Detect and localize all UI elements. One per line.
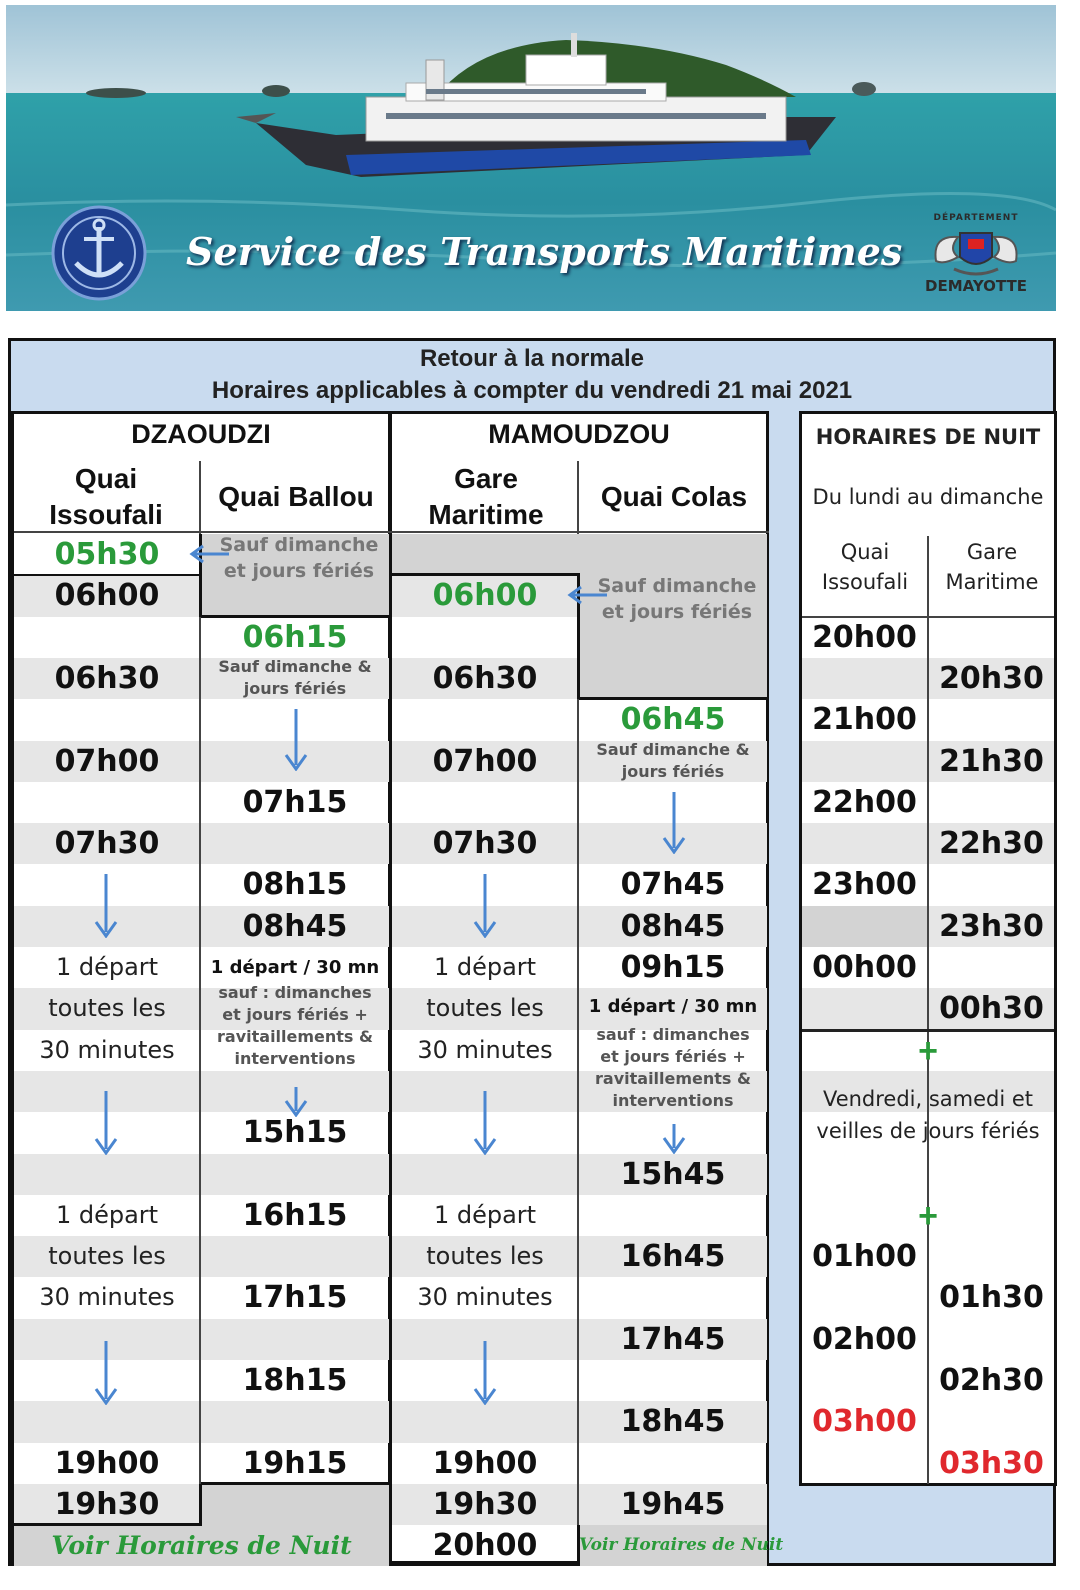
row-stripe [201,823,389,864]
time-08h45: 08h45 [242,908,348,944]
time-18h15: 18h15 [242,1363,348,1398]
night-time: 22h00 [812,784,917,820]
row-stripe [201,1401,389,1442]
time-20h00: 20h00 [432,1528,538,1564]
frequency-text: 1 départ [433,1200,537,1229]
time-19h30: 19h30 [432,1486,538,1522]
night-extra-time: 03h00 [812,1404,917,1440]
mamoudzou-title: MAMOUDZOU [488,419,670,449]
see-night-schedule-link[interactable]: Voir Horaires de Nuit [51,1531,352,1561]
closed-note-small: Sauf dimanche & jours fériés [596,739,750,781]
time-06h15: 06h15 [242,619,348,655]
border-line [579,697,767,700]
frequency-text: toutes les [48,1242,166,1271]
header-divider [14,531,769,533]
night-extra-time: 01h00 [812,1239,917,1275]
time-19h00: 19h00 [54,1445,160,1481]
dzaoudzi-title: DZAOUDZI [131,419,271,449]
department-label: DÉPARTEMENT [933,213,1019,223]
time-16h45: 16h45 [620,1239,726,1275]
frequency-title: 1 départ / 30 mn [210,957,380,978]
time-07h15: 07h15 [242,784,348,820]
time-07h30: 07h30 [432,826,538,862]
time-06h00: 06h00 [432,578,538,614]
issoufali-first-border [14,574,200,576]
closed-note-small: Sauf dimanche & jours fériés [218,656,372,698]
night-extra-time: 03h30 [939,1445,1044,1481]
time-07h30: 07h30 [54,826,160,862]
night-empty-cell [802,906,927,947]
header-line-2: Horaires applicables à compter du vendredi 21 mai 2021 [211,377,853,404]
night-time: 20h00 [812,619,917,655]
night-time: 00h30 [939,991,1044,1027]
col-quai-ballou: Quai Ballou [218,481,374,512]
frequency-text: toutes les [48,994,166,1023]
frequency-text: 1 départ [55,1200,159,1229]
time-06h30: 06h30 [432,660,538,696]
time-07h00: 07h00 [54,743,160,779]
time-17h45: 17h45 [620,1321,726,1357]
schedule-table [8,338,1056,1566]
mayotte-label: DEMAYOTTE [925,277,1027,295]
night-extra-time: 02h30 [939,1363,1044,1398]
col-quai-issoufali: Quai Issoufali [49,463,163,530]
down-arrow-icon [281,1087,311,1117]
frequency-title: 1 départ / 30 mn [588,996,758,1018]
time-06h00: 06h00 [54,578,160,614]
time-06h45: 06h45 [620,702,726,738]
night-col-gare-maritime: Gare Maritime [945,540,1039,594]
frequency-detail: sauf : dimanches et jours fériés + ravitaillements & interventions [595,1024,751,1110]
row-stripe [392,1154,579,1195]
banner-title: Service des Transports Maritimes [186,229,903,274]
time-16h15: 16h15 [242,1197,348,1233]
time-09h15: 09h15 [620,950,726,985]
down-arrow-icon [470,874,500,938]
down-arrow-icon [91,1341,121,1405]
row-stripe [201,1154,389,1195]
see-night-schedule-link[interactable]: Voir Horaires de Nuit [579,1535,784,1556]
frequency-text: 1 départ [433,953,537,981]
plus-icon: + [918,1196,938,1235]
night-col-quai-issoufali: Quai Issoufali [821,540,909,594]
frequency-text: toutes les [426,994,544,1023]
time-18h45: 18h45 [620,1404,726,1440]
frequency-text: 1 départ [55,953,159,981]
banner [6,5,1056,311]
plus-icon: + [918,1031,938,1070]
night-time: 21h00 [812,702,917,738]
time-15h45: 15h45 [620,1156,726,1192]
time-08h15: 08h15 [242,867,348,903]
frequency-text: toutes les [426,1242,544,1271]
time-19h45: 19h45 [620,1486,726,1522]
frequency-text: 30 minutes [39,1035,175,1064]
frequency-detail: sauf : dimanches et jours fériés + ravitaillements & interventions [217,983,373,1069]
gare-first-border [392,573,580,576]
frequency-text: 30 minutes [417,1283,553,1312]
anchor-logo [46,205,152,301]
row-stripe [201,1319,389,1360]
col-gare-maritime: Gare Maritime [428,463,544,530]
down-arrow-icon [659,1124,689,1154]
frequency-text: 30 minutes [39,1283,175,1312]
time-19h15: 19h15 [242,1445,348,1481]
row-stripe [14,1154,201,1195]
time-17h15: 17h15 [242,1280,348,1316]
night-time: 23h00 [812,867,917,903]
night-time: 22h30 [939,826,1044,862]
border-line [201,615,389,618]
time-08h45: 08h45 [620,908,726,944]
night-extra-time: 01h30 [939,1280,1044,1316]
mamoudzou-closed-row [392,534,767,575]
down-arrow-icon [659,792,689,854]
down-arrow-icon [281,709,311,771]
night-extra-days: Vendredi, samedi et veilles de jours fériés [816,1086,1040,1143]
row-stripe [201,1236,389,1277]
row-stripe [14,1401,201,1442]
night-extra-time: 02h00 [812,1321,917,1357]
down-arrow-icon [91,1091,121,1155]
time-19h00: 19h00 [432,1445,538,1481]
time-07h45: 07h45 [620,867,726,903]
frequency-text: 30 minutes [417,1035,553,1064]
night-time: 20h30 [939,660,1044,696]
night-time: 00h00 [812,950,917,985]
closed-note: Sauf dimanche et jours fériés [219,534,379,582]
row-stripe [392,1401,579,1442]
header-line-1: Retour à la normale [419,345,645,372]
mayotte-logo [924,213,1028,299]
time-05h30: 05h30 [54,537,160,572]
time-19h30: 19h30 [54,1486,160,1522]
night-time: 23h30 [939,908,1044,944]
night-title: HORAIRES DE NUIT [815,425,1041,449]
down-arrow-icon [470,1341,500,1405]
time-15h15: 15h15 [242,1115,348,1151]
night-time: 21h30 [939,743,1044,779]
col-quai-colas: Quai Colas [600,481,748,512]
time-07h00: 07h00 [432,743,538,779]
down-arrow-icon [470,1091,500,1155]
down-arrow-icon [91,874,121,938]
time-06h30: 06h30 [54,660,160,696]
closed-note: Sauf dimanche et jours fériés [597,575,757,624]
night-days: Du lundi au dimanche [812,485,1044,509]
